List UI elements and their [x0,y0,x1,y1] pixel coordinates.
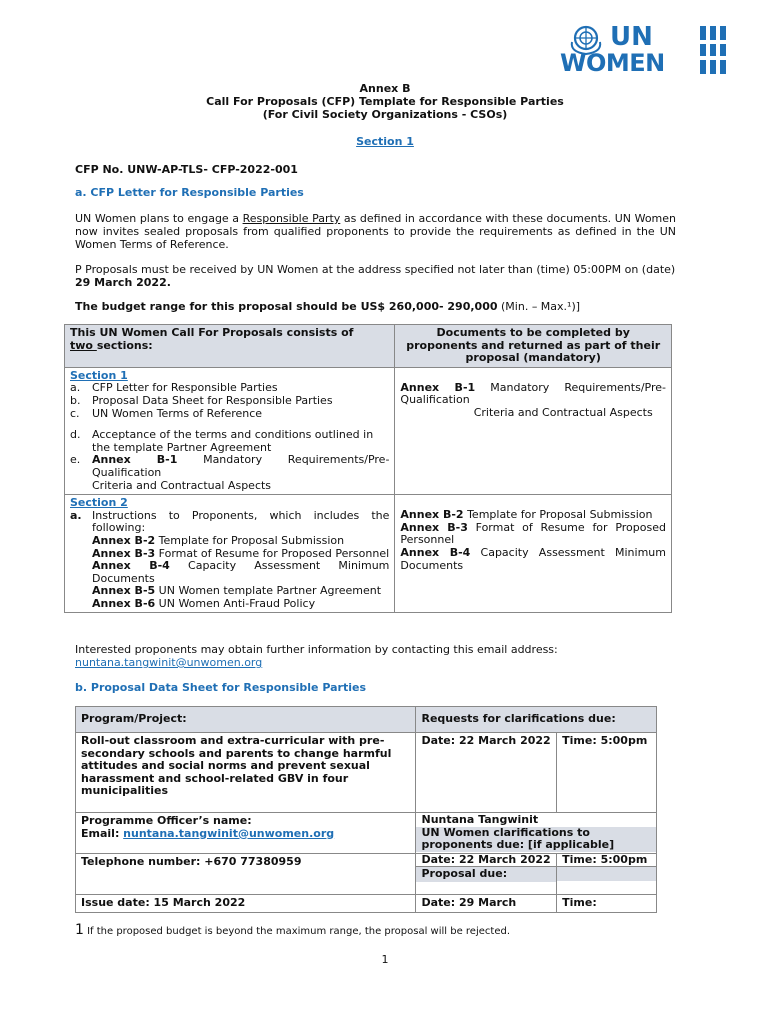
list-text: UN Women Terms of Reference [92,406,263,420]
list-marker: b. [70,393,81,407]
deadline-date: 29 March 2022. [75,276,171,289]
annex-label: Annex B-3 [92,546,156,560]
annex-label: Annex B-6 [92,596,156,610]
cfp-number: CFP No. UNW-AP-TLS- CFP-2022-001 [75,163,298,176]
annex-title: Annex B [359,82,411,95]
list-marker: c. [70,406,80,420]
proposal-due-fill [557,866,656,881]
list-item-e [70,454,389,479]
list-text: Instructions to Proponents, which includes the following: [92,508,390,535]
annex-b6 [70,598,389,611]
equality-symbol-icon [698,26,728,76]
part-b-heading: b. Proposal Data Sheet for Responsible Parties [75,681,366,694]
annex-b1-text: Mandatory Requirements/Pre-Qualification [92,453,390,479]
list-item [70,395,389,408]
budget-note: (Min. – Max.¹)] [497,300,581,313]
section2-docs-cell [395,495,672,613]
annex-b4 [400,547,666,572]
deadline-paragraph [75,263,676,289]
footnote-number: 1 [75,922,84,938]
issue-date: Issue date: 15 March 2022 [76,895,416,913]
budget-paragraph [75,300,676,313]
annex-label: Annex B-5 [92,584,156,598]
section1-label[interactable]: Section 1 [70,368,128,382]
document-header [0,82,770,121]
table1-header-left [65,325,395,368]
annex-b1-text: Mandatory Requirements/Pre-Qualification [400,380,666,407]
officer-label: Programme Officer’s name: [81,813,252,827]
annex-b1-label: Annex B-1 [92,453,178,467]
intro-text-end: as defined in accordance with these documents. UN Women now invites sealed proposals from qualified proponents to provide the requirements as defined in the UN Women Terms of Reference. [75,212,676,251]
section1-cell [65,367,395,494]
header-left-line1: This UN Women Call For Proposals consists of [70,326,354,339]
part-a-heading: a. CFP Letter for Responsible Parties [75,186,304,199]
annex-text: Capacity Assessment Minimum Documents [400,545,666,572]
officer-email-link[interactable]: nuntana.tangwinit@unwomen.org [123,826,335,840]
page-number: 1 [381,953,389,966]
annex-label: Annex B-4 [400,545,471,559]
intro-text-start: UN Women plans to engage a [75,212,243,225]
contact-paragraph [75,643,685,669]
date-value: Date: 22 March 2022 [421,852,551,866]
clarification-time: Time: 5:00pm [557,733,657,813]
clarifications-label: Requests for clarifications due: [416,707,657,733]
list-item-a [70,510,389,535]
clarifications-date-2 [416,853,557,895]
budget-range: The budget range for this proposal should be US$ 260,000- 290,000 [75,300,498,313]
list-marker: a. [70,381,81,395]
contact-text: Interested proponents may obtain further information by contacting this email address: [75,643,558,656]
footnote-text: If the proposed budget is beyond the maximum range, the proposal will be rejected. [83,926,510,937]
list-text: Acceptance of the terms and conditions outlined in the template Partner Agreement [92,428,374,454]
annex-text: UN Women Anti-Fraud Policy [155,596,316,610]
proposal-due-time: Time: [557,895,657,913]
time-value: Time: 5:00pm [562,852,648,866]
proposal-due-label: Proposal due: [416,866,556,882]
officer-name-cell [416,812,657,853]
annex-b1-label: Annex B-1 [400,380,476,394]
section2-cell [65,495,395,613]
cfp-title: Call For Proposals (CFP) Template for Responsible Parties [206,95,564,108]
proposal-data-sheet-table [75,706,657,913]
section-1-link[interactable]: Section 1 [356,135,414,148]
annex-label: Annex B-3 [400,520,468,534]
list-item-d [70,429,389,454]
annex-label: Annex B-2 [92,533,156,547]
annex-label: Annex B-4 [92,559,170,573]
annex-text: Capacity Assessment Minimum Documents [92,559,390,585]
section1-docs-cell [395,367,672,494]
logo-un-text: UN [610,22,653,52]
header-left-sections: sections: [96,338,153,352]
list-text-continued: Criteria and Contractual Aspects [92,478,272,492]
un-women-clarifications-due: UN Women clarifications to proponents due: [if applicable] [416,827,656,852]
telephone: Telephone number: +670 77380959 [76,853,416,895]
officer-cell [76,812,416,853]
header-left-two: two [70,338,97,352]
annex-label: Annex B-2 [400,508,464,522]
program-description: Roll-out classroom and extra-curricular with pre-secondary schools and parents to change harmful attitudes and social norms and prevent sexual harassment and school-related GBV in four municipalities [76,733,416,813]
table1-header-right: Documents to be completed by proponents and returned as part of their proposal (mandatory) [395,325,672,368]
annex-b1-criteria: Criteria and Contractual Aspects [473,405,653,419]
un-women-logo [560,22,728,76]
annex-text: UN Women template Partner Agreement [155,584,382,598]
responsible-party-link[interactable]: Responsible Party [242,212,341,225]
logo-women-text: WOMEN [560,49,665,77]
list-text: Proposal Data Sheet for Responsible Parties [92,393,333,407]
cso-subtitle: (For Civil Society Organizations - CSOs) [262,108,508,121]
section2-label[interactable]: Section 2 [70,496,128,510]
annex-b4 [70,560,389,585]
officer-name: Nuntana Tangwinit [421,812,539,826]
clarification-date: Date: 22 March 2022 [416,733,557,813]
deadline-text: P Proposals must be received by UN Women at the address specified not later than (time) 05:00PM on (date) [75,263,676,276]
proposal-due-date: Date: 29 March [416,895,557,913]
list-text [92,454,389,479]
footnote [75,922,510,938]
annex-text: Template for Proposal Submission [155,533,345,547]
clarifications-time-2 [557,853,657,895]
contact-email-link[interactable]: nuntana.tangwinit@unwomen.org [75,656,263,669]
program-label: Program/Project: [76,707,416,733]
cfp-sections-table [64,324,672,613]
list-marker: a. [70,508,82,522]
annex-b3 [400,522,666,547]
list-marker: d. [70,428,81,442]
intro-paragraph [75,212,676,251]
list-marker: e. [70,453,81,467]
email-label: Email: [81,826,124,840]
annex-text: Format of Resume for Proposed Personnel [400,520,666,547]
list-text: CFP Letter for Responsible Parties [92,381,278,395]
list-item [70,408,389,421]
annex-text: Template for Proposal Submission [463,508,653,522]
annex-text: Format of Resume for Proposed Personnel [155,546,390,560]
